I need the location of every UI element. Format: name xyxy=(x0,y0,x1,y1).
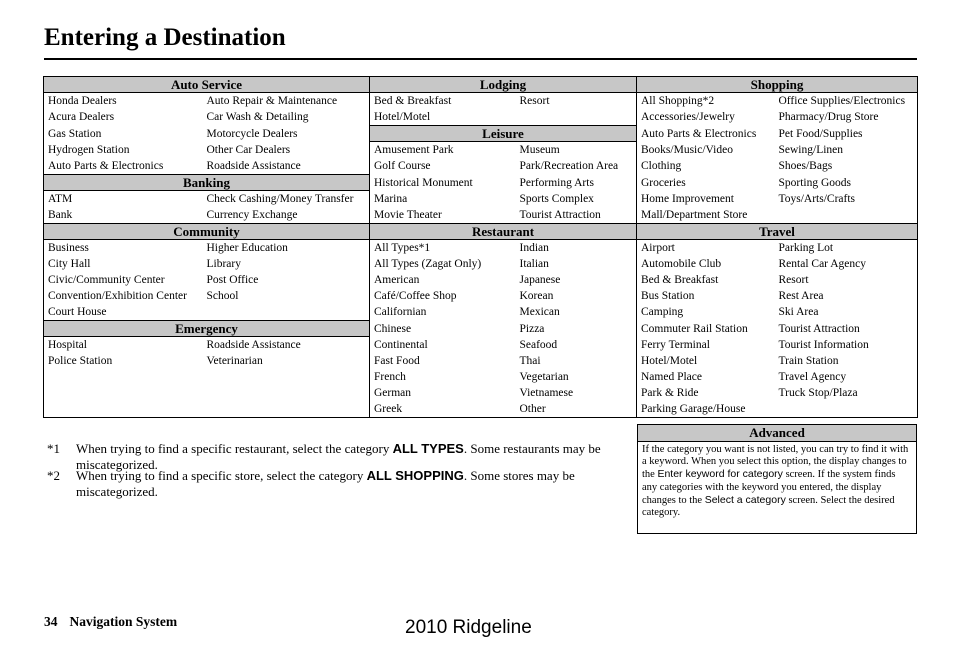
community-item: Court House xyxy=(44,304,203,321)
table-row xyxy=(44,369,918,385)
table-row xyxy=(44,353,918,369)
shopping-item: Accessories/Jewelry xyxy=(637,109,775,126)
page-footer xyxy=(44,614,177,630)
restaurant-item: Thai xyxy=(516,353,637,369)
category-table xyxy=(43,76,918,418)
travel-item: Automobile Club xyxy=(637,256,775,272)
travel-item: Commuter Rail Station xyxy=(637,321,775,337)
restaurant-item: Japanese xyxy=(516,272,637,288)
empty-cell xyxy=(203,385,370,401)
travel-item: Travel Agency xyxy=(775,369,918,385)
leisure-item: Marina xyxy=(370,191,516,208)
leisure-item: Performing Arts xyxy=(516,175,637,191)
restaurant-item: Chinese xyxy=(370,321,516,337)
emergency-item: Veterinarian xyxy=(203,353,370,369)
travel-item: Tourist Information xyxy=(775,337,918,354)
restaurant-item: Greek xyxy=(370,401,516,418)
restaurant-item: Continental xyxy=(370,337,516,354)
empty-cell xyxy=(44,369,203,385)
restaurant-item: Italian xyxy=(516,256,637,272)
empty-cell xyxy=(44,385,203,401)
restaurant-item: All Types*1 xyxy=(370,240,516,257)
table-row xyxy=(44,256,918,272)
banking-item: Currency Exchange xyxy=(203,207,370,224)
travel-item: Named Place xyxy=(637,369,775,385)
lodging-item: Bed & Breakfast xyxy=(370,93,516,110)
table-row xyxy=(44,304,918,321)
travel-item: Parking Garage/House xyxy=(637,401,775,418)
table-row xyxy=(44,288,918,304)
restaurant-header: Restaurant xyxy=(370,224,637,240)
emergency-header: Emergency xyxy=(44,321,370,337)
travel-item: Hotel/Motel xyxy=(637,353,775,369)
table-row xyxy=(44,224,918,240)
community-item: Convention/Exhibition Center xyxy=(44,288,203,304)
community-item: Business xyxy=(44,240,203,257)
title-rule xyxy=(44,58,917,60)
restaurant-item: Pizza xyxy=(516,321,637,337)
emergency-item: Police Station xyxy=(44,353,203,369)
auto-service-item: Motorcycle Dealers xyxy=(203,126,370,142)
lodging-item xyxy=(516,109,637,126)
restaurant-item: American xyxy=(370,272,516,288)
table-row xyxy=(44,207,918,224)
leisure-header: Leisure xyxy=(370,126,637,142)
table-row xyxy=(44,158,918,175)
travel-item: Resort xyxy=(775,272,918,288)
table-row xyxy=(44,401,918,418)
shopping-item: Mall/Department Store xyxy=(637,207,775,224)
restaurant-item: Other xyxy=(516,401,637,418)
shopping-item: Toys/Arts/Crafts xyxy=(775,191,918,208)
section-name: Navigation System xyxy=(69,614,178,629)
travel-item: Ski Area xyxy=(775,304,918,321)
table-row xyxy=(44,77,918,93)
banking-item: Bank xyxy=(44,207,203,224)
table-row xyxy=(44,321,918,337)
restaurant-item: Indian xyxy=(516,240,637,257)
emergency-item: Hospital xyxy=(44,337,203,354)
banking-header: Banking xyxy=(44,175,370,191)
table-row xyxy=(44,272,918,288)
restaurant-item: Vegetarian xyxy=(516,369,637,385)
travel-item: Parking Lot xyxy=(775,240,918,257)
restaurant-item: All Types (Zagat Only) xyxy=(370,256,516,272)
shopping-item xyxy=(775,207,918,224)
travel-item: Rental Car Agency xyxy=(775,256,918,272)
table-row xyxy=(44,142,918,159)
leisure-item: Golf Course xyxy=(370,158,516,175)
travel-item: Camping xyxy=(637,304,775,321)
restaurant-item: Seafood xyxy=(516,337,637,354)
travel-header: Travel xyxy=(637,224,918,240)
table-row xyxy=(44,109,918,126)
leisure-item: Museum xyxy=(516,142,637,159)
empty-cell xyxy=(203,369,370,385)
lodging-header: Lodging xyxy=(370,77,637,93)
watermark: 2010 Ridgeline xyxy=(405,617,532,638)
table-row xyxy=(44,175,918,191)
auto-service-item: Honda Dealers xyxy=(44,93,203,110)
auto-service-item: Car Wash & Detailing xyxy=(203,109,370,126)
auto-service-item: Auto Repair & Maintenance xyxy=(203,93,370,110)
shopping-item: Pet Food/Supplies xyxy=(775,126,918,142)
auto-service-item: Other Car Dealers xyxy=(203,142,370,159)
table-row xyxy=(44,240,918,257)
table-row xyxy=(44,93,918,110)
leisure-item: Sports Complex xyxy=(516,191,637,208)
travel-item xyxy=(775,401,918,418)
lodging-item: Resort xyxy=(516,93,637,110)
community-header: Community xyxy=(44,224,370,240)
auto-service-item: Acura Dealers xyxy=(44,109,203,126)
advanced-header: Advanced xyxy=(638,425,916,442)
auto-service-item: Hydrogen Station xyxy=(44,142,203,159)
auto-service-item: Gas Station xyxy=(44,126,203,142)
shopping-item: Office Supplies/Electronics xyxy=(775,93,918,110)
leisure-item: Historical Monument xyxy=(370,175,516,191)
travel-item: Rest Area xyxy=(775,288,918,304)
restaurant-item: Mexican xyxy=(516,304,637,321)
travel-item: Train Station xyxy=(775,353,918,369)
restaurant-item: Fast Food xyxy=(370,353,516,369)
table-row xyxy=(44,385,918,401)
auto-service-item: Roadside Assistance xyxy=(203,158,370,175)
advanced-box xyxy=(637,424,917,534)
travel-item: Bed & Breakfast xyxy=(637,272,775,288)
travel-item: Ferry Terminal xyxy=(637,337,775,354)
footnote-1: *1 When trying to find a specific restaurant, select the category ALL TYPES. Some restaurants may be miscategorized. xyxy=(47,441,601,472)
page-number: 34 xyxy=(44,614,58,629)
restaurant-item: Korean xyxy=(516,288,637,304)
restaurant-item: Café/Coffee Shop xyxy=(370,288,516,304)
shopping-item: Clothing xyxy=(637,158,775,175)
leisure-item: Amusement Park xyxy=(370,142,516,159)
shopping-item: Sporting Goods xyxy=(775,175,918,191)
community-item: School xyxy=(203,288,370,304)
emergency-item: Roadside Assistance xyxy=(203,337,370,354)
shopping-item: All Shopping*2 xyxy=(637,93,775,110)
shopping-item: Auto Parts & Electronics xyxy=(637,126,775,142)
table-row xyxy=(44,126,918,142)
community-item: City Hall xyxy=(44,256,203,272)
restaurant-item: Vietnamese xyxy=(516,385,637,401)
shopping-item: Home Improvement xyxy=(637,191,775,208)
auto-service-item: Auto Parts & Electronics xyxy=(44,158,203,175)
restaurant-item: Californian xyxy=(370,304,516,321)
auto-service-header: Auto Service xyxy=(44,77,370,93)
restaurant-item: French xyxy=(370,369,516,385)
page-title: Entering a Destination xyxy=(44,24,286,51)
table-row xyxy=(44,191,918,208)
shopping-item: Pharmacy/Drug Store xyxy=(775,109,918,126)
table-row xyxy=(44,337,918,354)
community-item xyxy=(203,304,370,321)
community-item: Post Office xyxy=(203,272,370,288)
travel-item: Bus Station xyxy=(637,288,775,304)
restaurant-item: German xyxy=(370,385,516,401)
shopping-item: Books/Music/Video xyxy=(637,142,775,159)
community-item: Library xyxy=(203,256,370,272)
banking-item: Check Cashing/Money Transfer xyxy=(203,191,370,208)
lodging-item: Hotel/Motel xyxy=(370,109,516,126)
banking-item: ATM xyxy=(44,191,203,208)
community-item: Civic/Community Center xyxy=(44,272,203,288)
empty-cell xyxy=(44,401,203,418)
shopping-item: Groceries xyxy=(637,175,775,191)
advanced-description: If the category you want is not listed, you can try to find it with a keyword. When you select this option, the display changes to the Enter keyword for category screen. If the system finds any categories with the keyword you entered, the display changes to the Select a category screen. Select the desired category. xyxy=(642,444,909,519)
shopping-item: Sewing/Linen xyxy=(775,142,918,159)
travel-item: Airport xyxy=(637,240,775,257)
leisure-item: Park/Recreation Area xyxy=(516,158,637,175)
footnote-2: *2 When trying to find a specific store, select the category ALL SHOPPING. Some stores may be miscategorized. xyxy=(47,468,575,499)
leisure-item: Movie Theater xyxy=(370,207,516,224)
shopping-item: Shoes/Bags xyxy=(775,158,918,175)
travel-item: Park & Ride xyxy=(637,385,775,401)
enter-keyword-screen-name: Enter keyword for category xyxy=(657,468,783,481)
shopping-header: Shopping xyxy=(637,77,918,93)
travel-item: Tourist Attraction xyxy=(775,321,918,337)
empty-cell xyxy=(203,401,370,418)
travel-item: Truck Stop/Plaza xyxy=(775,385,918,401)
leisure-item: Tourist Attraction xyxy=(516,207,637,224)
select-category-screen-name: Select a category xyxy=(704,493,786,506)
community-item: Higher Education xyxy=(203,240,370,257)
